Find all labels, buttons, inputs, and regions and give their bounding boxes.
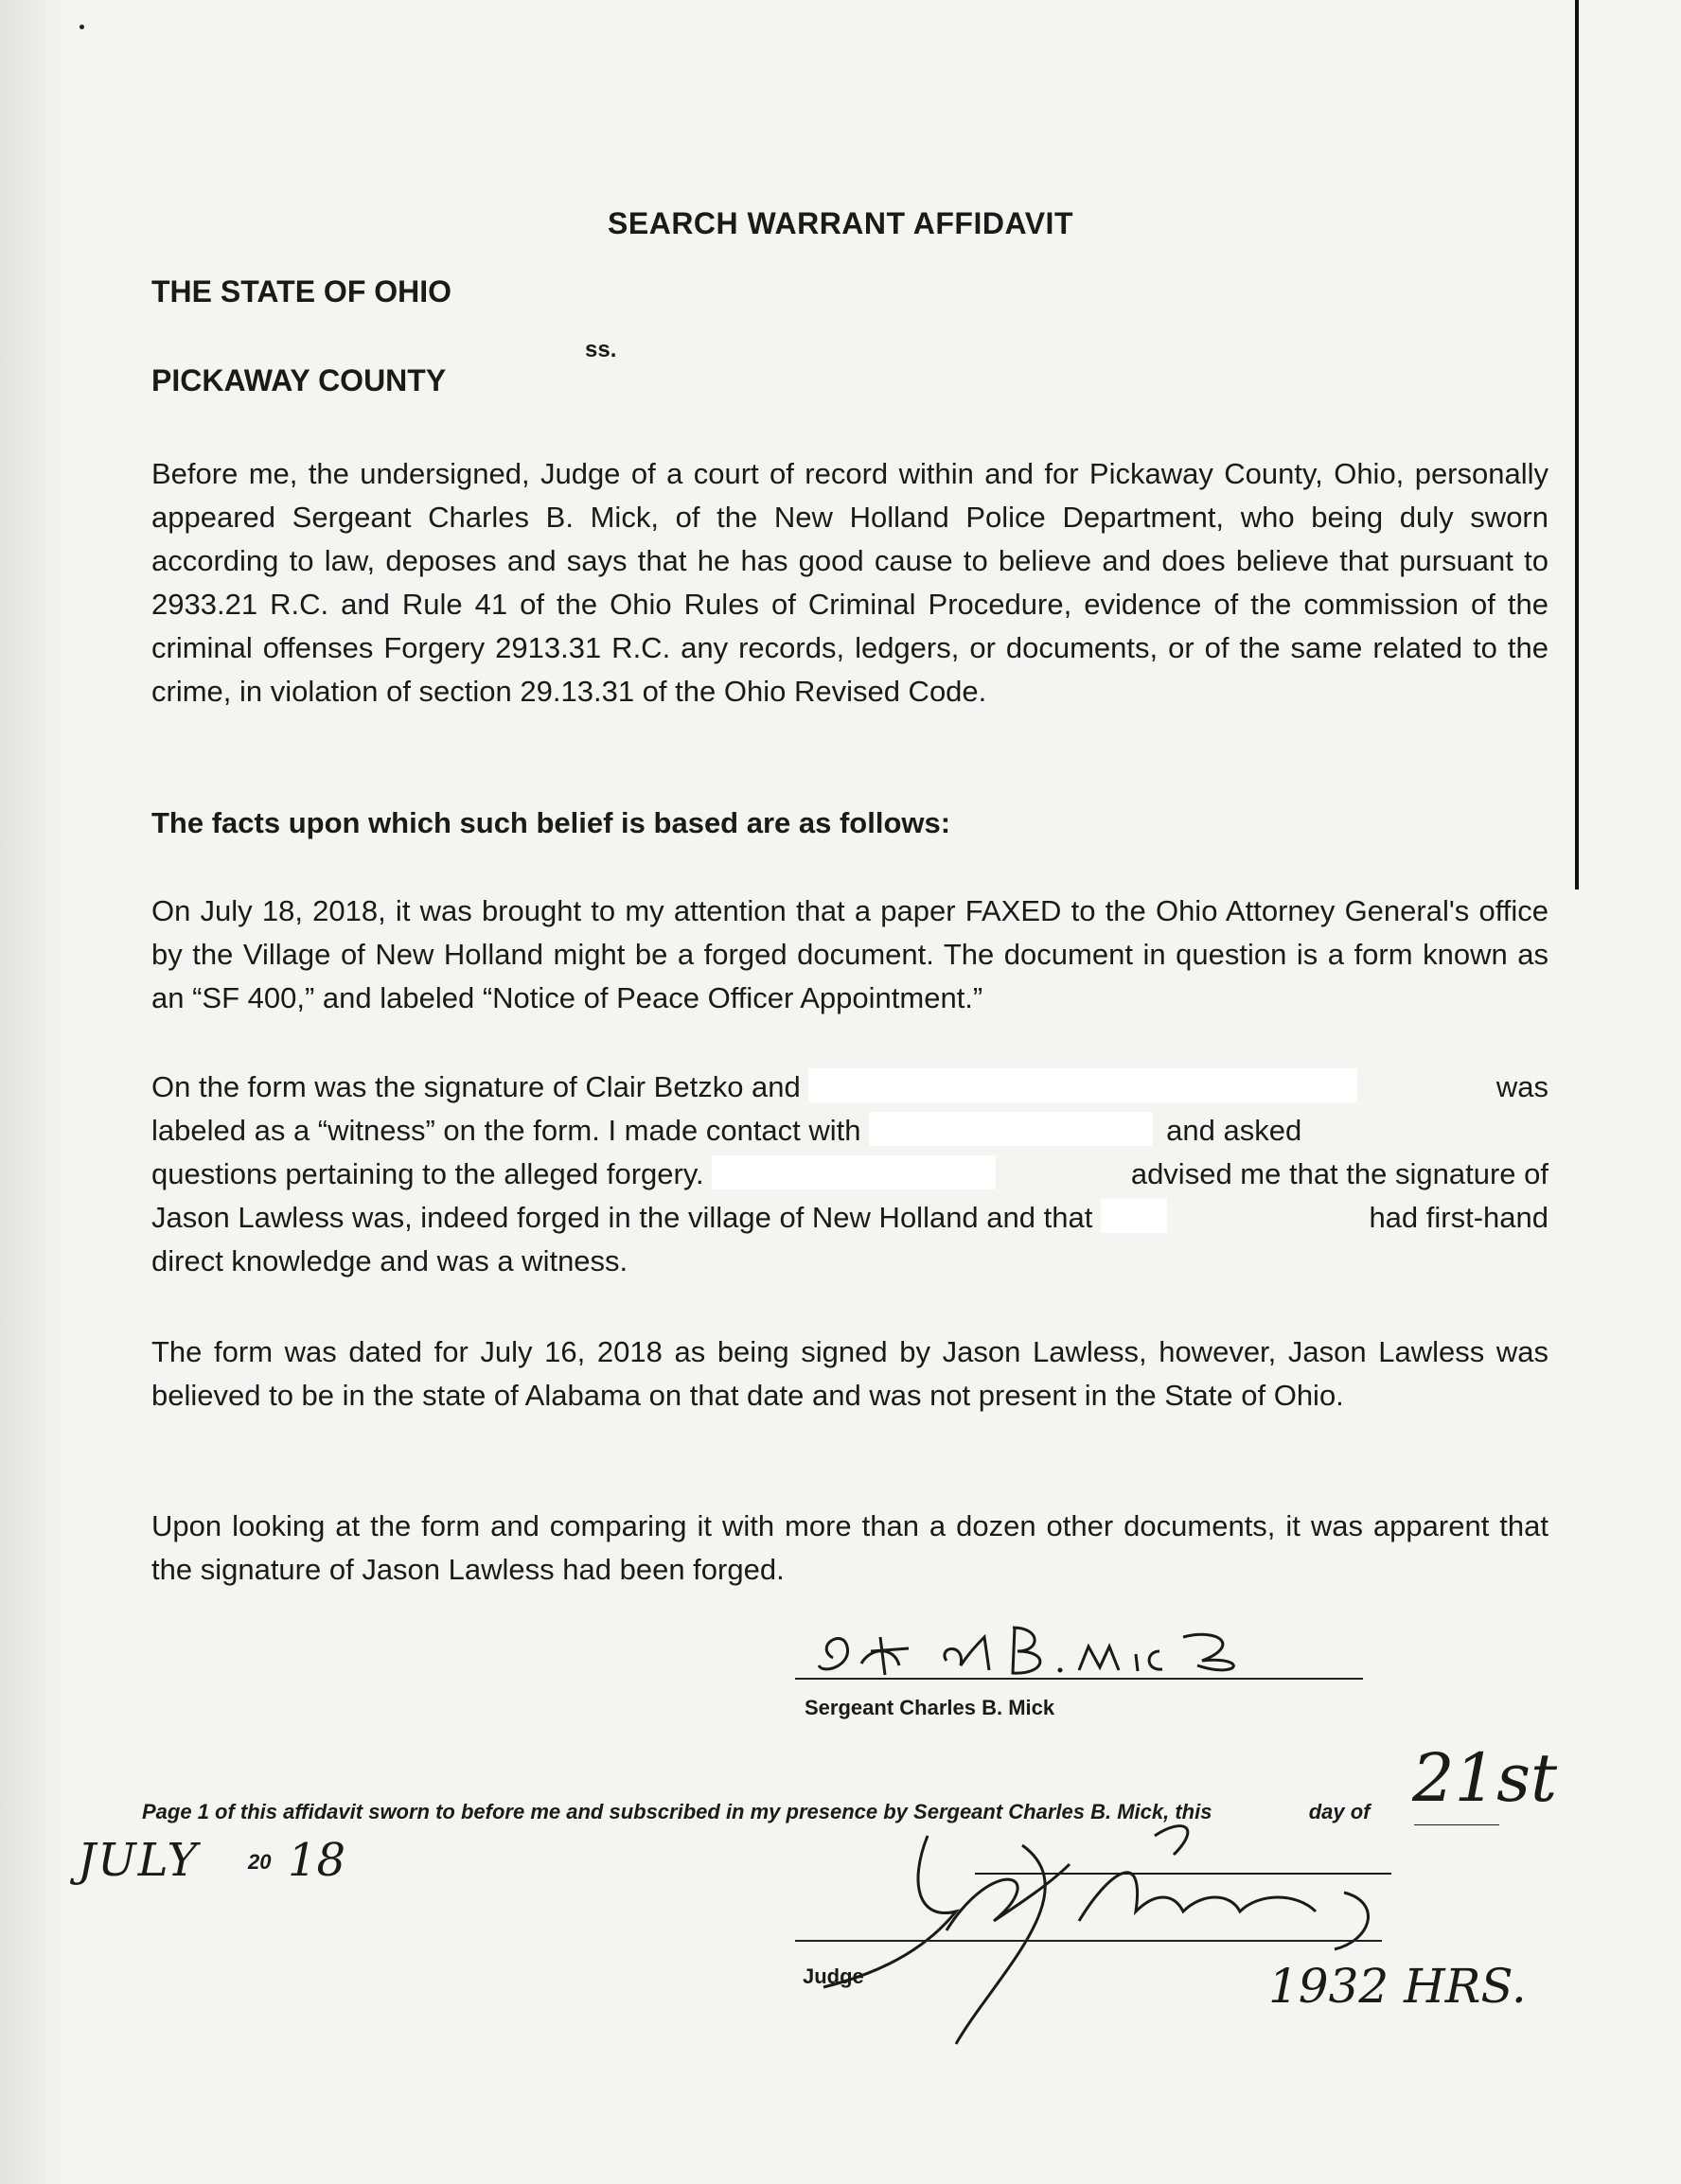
fact-2-line-3: questions pertaining to the alleged forgery. [151, 1157, 713, 1190]
handwritten-month: JULY [78, 1834, 200, 1887]
document-title: SEARCH WARRANT AFFIDAVIT [608, 206, 1073, 240]
redaction [869, 1112, 1153, 1146]
fact-paragraph-3: The form was dated for July 16, 2018 as being signed by Jason Lawless, however, Jason Lawless was believed to be in the state of Alabama on that date and was not present in the State of Ohio. [151, 1335, 1548, 1412]
redaction [1101, 1199, 1167, 1233]
redaction [712, 1155, 996, 1189]
scan-speck [80, 25, 84, 29]
handwritten-year: 18 [288, 1834, 346, 1887]
judge-label: Judge [803, 1964, 864, 1988]
scan-edge-line [1575, 0, 1579, 889]
venue-state: THE STATE OF OHIO [151, 274, 452, 308]
venue-ss: ss. [585, 337, 617, 362]
officer-name-label: Sergeant Charles B. Mick [805, 1696, 1055, 1719]
fact-paragraph-2 [151, 1066, 1548, 1283]
fact-2-line-1-end: was [1495, 1070, 1548, 1103]
judge-signature-line [795, 1940, 1382, 1942]
fact-2-line-3-end: advised me that the signature of [1130, 1157, 1548, 1190]
fact-2-line-5: direct knowledge and was a witness. [151, 1244, 628, 1277]
redaction [808, 1068, 1357, 1102]
officer-signature [805, 1609, 1335, 1694]
fact-2-line-2-end: and asked [1166, 1114, 1302, 1147]
fact-2-line-2: labeled as a “witness” on the form. I made contact with [151, 1114, 870, 1147]
jurat-year-prefix: 20 [248, 1850, 272, 1874]
fact-2-line-1: On the form was the signature of Clair Betzko and [151, 1070, 809, 1103]
facts-heading: The facts upon which such belief is based are as follows: [151, 806, 951, 839]
venue-county: PICKAWAY COUNTY [151, 363, 447, 397]
intro-paragraph: Before me, the undersigned, Judge of a court of record within and for Pickaway County, Ohio, personally appeared Sergeant Charles B. Mick, of the New Holland Police Department, who being duly sworn according to law, deposes and says that he has good cause to believe and does believe that pursuant to 2933.21 R.C. and Rule 41 of the Ohio Rules of Criminal Procedure, evidence of the commission of the criminal offenses Forgery 2913.31 R.C. any records, ledgers, or documents, or of the same related to the crime, in violation of section 29.13.31 of the Ohio Revised Code. [151, 457, 1548, 708]
fact-paragraph-1: On July 18, 2018, it was brought to my attention that a paper FAXED to the Ohio Attorney General's office by the Village of New Holland might be a forged document. The document in question is a form known as an “SF 400,” and labeled “Notice of Peace Officer Appointment.” [151, 894, 1548, 1014]
handwritten-day: 21st [1412, 1739, 1558, 1817]
jurat-day-of: day of [1308, 1800, 1371, 1823]
jurat-line-1: Page 1 of this affidavit sworn to before me and subscribed in my presence by Sergeant Charles B. Mick, this [142, 1800, 1212, 1823]
handwritten-time: 1932 HRS. [1268, 1959, 1527, 2014]
scan-shadow [0, 0, 66, 2184]
fact-2-line-4-end: had first-hand [1369, 1201, 1548, 1234]
fact-2-line-4: Jason Lawless was, indeed forged in the village of New Holland and that [151, 1201, 1101, 1234]
day-blank-line [1414, 1824, 1499, 1825]
fact-paragraph-4: Upon looking at the form and comparing it with more than a dozen other documents, it was apparent that the signature of Jason Lawless had been forged. [151, 1509, 1548, 1586]
officer-signature-line [795, 1678, 1363, 1680]
